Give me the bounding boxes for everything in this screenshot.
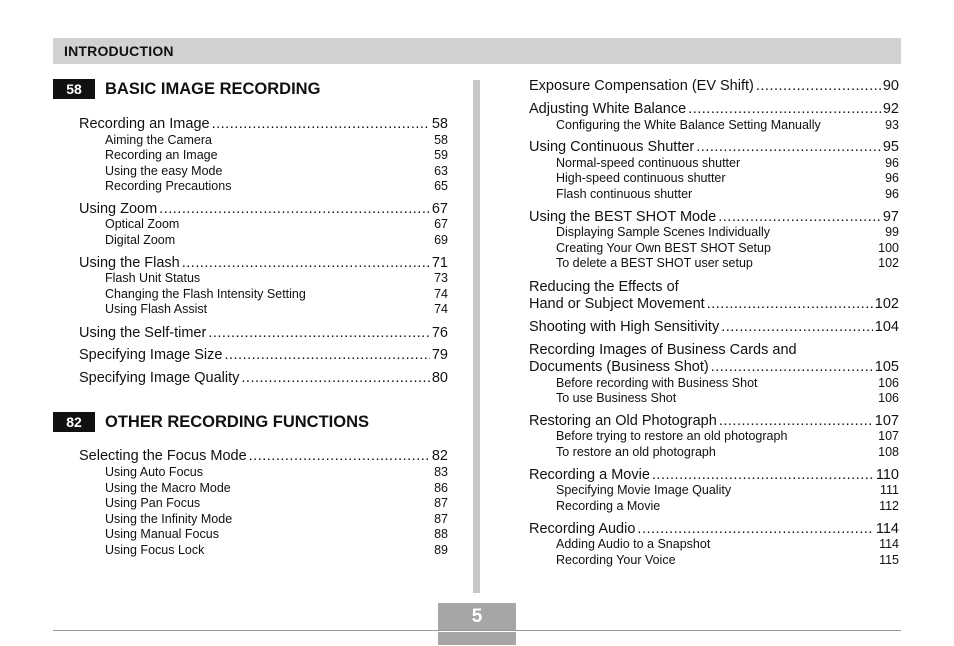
toc-subentry[interactable] xyxy=(105,287,448,302)
toc-page-number: 102 xyxy=(878,256,899,270)
toc-entry-title: Exposure Compensation (EV Shift) xyxy=(529,78,754,94)
toc-entry-title: Using the easy Mode xyxy=(105,164,223,178)
toc-page-number: 83 xyxy=(434,465,448,479)
toc-subentry[interactable] xyxy=(105,543,448,558)
toc-entry-title: Displaying Sample Scenes Individually xyxy=(556,225,771,239)
toc-page-number: 106 xyxy=(878,391,899,405)
toc-subentry[interactable] xyxy=(556,156,899,171)
toc-subentry[interactable] xyxy=(105,133,448,148)
dot-leader xyxy=(182,254,430,272)
toc-entry-title: Recording a Movie xyxy=(556,499,661,513)
toc-entry-title: Optical Zoom xyxy=(105,217,180,231)
toc-page-number: 93 xyxy=(885,118,899,132)
toc-page-number: 73 xyxy=(434,271,448,285)
toc-page-number: 58 xyxy=(434,133,448,147)
toc-entry-title: Using Flash Assist xyxy=(105,302,208,316)
toc-page-number: 111 xyxy=(879,483,899,497)
toc-page-number: 89 xyxy=(434,543,448,557)
toc-entry-title-line[interactable]: Recording Images of Business Cards and xyxy=(529,342,797,358)
dot-leader xyxy=(159,200,430,218)
toc-page-number: 107 xyxy=(878,429,899,443)
dot-leader xyxy=(652,466,874,484)
toc-page-number: 99 xyxy=(885,225,899,239)
toc-subentry[interactable] xyxy=(556,391,899,406)
toc-entry[interactable] xyxy=(529,77,899,95)
toc-page-number: 67 xyxy=(431,201,448,217)
toc-page-number: 67 xyxy=(434,217,448,231)
toc-entry[interactable] xyxy=(529,138,899,156)
toc-subentry[interactable] xyxy=(556,429,899,444)
section-page-badge: 58 xyxy=(53,79,95,99)
toc-entry-title: Recording Audio xyxy=(529,521,636,537)
toc-subentry[interactable] xyxy=(105,302,448,317)
dot-leader xyxy=(696,138,881,156)
toc-subentry[interactable] xyxy=(105,179,448,194)
toc-entry[interactable] xyxy=(79,200,448,218)
toc-entry-title: Recording an Image xyxy=(79,116,210,132)
toc-entry-title: Configuring the White Balance Setting Manually xyxy=(556,118,821,132)
toc-page-number: 96 xyxy=(885,171,899,185)
toc-subentry[interactable] xyxy=(105,527,448,542)
toc-subentry[interactable] xyxy=(556,445,899,460)
toc-subentry[interactable] xyxy=(556,241,899,256)
toc-entry-title: Using the Infinity Mode xyxy=(105,512,233,526)
toc-entry[interactable] xyxy=(79,254,448,272)
toc-subentry[interactable] xyxy=(556,376,899,391)
toc-entry-title: Specifying Image Size xyxy=(79,347,223,363)
toc-page-number: 97 xyxy=(882,209,899,225)
toc-page-number: 108 xyxy=(878,445,899,459)
dot-leader xyxy=(719,412,873,430)
toc-page-number: 87 xyxy=(434,496,448,510)
toc-entry-title: Documents (Business Shot) xyxy=(529,359,709,375)
dot-leader xyxy=(721,318,873,336)
toc-entry-title: Using the Self-timer xyxy=(79,325,207,341)
dot-leader xyxy=(718,208,881,226)
toc-entry-title: Hand or Subject Movement xyxy=(529,296,705,312)
toc-entry-title: Recording a Movie xyxy=(529,467,650,483)
toc-page-number: 71 xyxy=(431,255,448,271)
toc-page-number: 86 xyxy=(434,481,448,495)
toc-entry[interactable] xyxy=(79,447,448,465)
toc-page-number: 96 xyxy=(885,156,899,170)
page-number-box xyxy=(438,603,516,645)
dot-leader xyxy=(212,115,430,133)
dot-leader xyxy=(688,100,881,118)
toc-subentry[interactable] xyxy=(556,256,899,271)
dot-leader xyxy=(224,346,429,364)
toc-subentry[interactable] xyxy=(105,271,448,286)
toc-entry[interactable] xyxy=(529,412,899,430)
toc-entry[interactable] xyxy=(79,369,448,387)
header-bar xyxy=(53,38,901,64)
toc-page-number: 96 xyxy=(885,187,899,201)
toc-page-number: 88 xyxy=(434,527,448,541)
toc-subentry[interactable] xyxy=(105,164,448,179)
toc-subentry[interactable] xyxy=(556,171,899,186)
toc-page-number: 58 xyxy=(431,116,448,132)
toc-entry-title: Flash Unit Status xyxy=(105,271,201,285)
toc-subentry[interactable] xyxy=(556,225,899,240)
toc-page-number: 76 xyxy=(431,325,448,341)
toc-page-number: 65 xyxy=(434,179,448,193)
dot-leader xyxy=(707,295,873,313)
toc-subentry[interactable] xyxy=(556,483,899,498)
toc-entry-title: Flash continuous shutter xyxy=(556,187,693,201)
toc-entry-title: To use Business Shot xyxy=(556,391,677,405)
column-divider xyxy=(473,80,480,593)
toc-page-number: 95 xyxy=(882,139,899,155)
toc-page-number: 90 xyxy=(882,78,899,94)
section-title: BASIC IMAGE RECORDING xyxy=(105,80,321,98)
toc-entry-title: Adding Audio to a Snapshot xyxy=(556,537,711,551)
toc-page-number: 115 xyxy=(879,553,899,567)
toc-entry-title: Aiming the Camera xyxy=(105,133,212,147)
section-title: OTHER RECORDING FUNCTIONS xyxy=(105,413,369,431)
toc-entry[interactable] xyxy=(529,466,899,484)
toc-entry-title: Normal-speed continuous shutter xyxy=(556,156,741,170)
page-number: 5 xyxy=(438,603,516,630)
toc-entry[interactable] xyxy=(529,520,899,538)
page-number-tab xyxy=(438,632,516,645)
toc-subentry[interactable] xyxy=(105,148,448,163)
toc-subentry[interactable] xyxy=(556,553,899,568)
dot-leader xyxy=(756,77,881,95)
toc-entry-title: Restoring an Old Photograph xyxy=(529,413,717,429)
toc-subentry[interactable] xyxy=(105,512,448,527)
toc-entry-title: Before recording with Business Shot xyxy=(556,376,758,390)
toc-page-number: 114 xyxy=(875,521,899,537)
toc-subentry[interactable] xyxy=(105,496,448,511)
toc-subentry[interactable] xyxy=(556,187,899,202)
section-page-badge: 82 xyxy=(53,412,95,432)
header-title: INTRODUCTION xyxy=(64,43,174,59)
toc-entry-title: Recording an Image xyxy=(105,148,218,162)
toc-entry-title: High-speed continuous shutter xyxy=(556,171,726,185)
toc-entry-title: Using Manual Focus xyxy=(105,527,219,541)
toc-page-number: 87 xyxy=(434,512,448,526)
toc-entry-title: Selecting the Focus Mode xyxy=(79,448,247,464)
toc-entry-title: Using the BEST SHOT Mode xyxy=(529,209,717,225)
toc-page-number: 105 xyxy=(874,359,899,375)
toc-page-number: 100 xyxy=(878,241,899,255)
toc-page-number: 63 xyxy=(434,164,448,178)
toc-page-number: 80 xyxy=(431,370,448,386)
toc-entry[interactable] xyxy=(79,346,448,364)
toc-page-number: 82 xyxy=(431,448,448,464)
toc-subentry[interactable] xyxy=(105,217,448,232)
toc-entry-title: Using Auto Focus xyxy=(105,465,203,479)
toc-entry-title: Specifying Image Quality xyxy=(79,370,240,386)
toc-entry-title: To delete a BEST SHOT user setup xyxy=(556,256,753,270)
toc-entry-title: To restore an old photograph xyxy=(556,445,716,459)
toc-page-number: 106 xyxy=(878,376,899,390)
toc-entry[interactable] xyxy=(529,100,899,118)
toc-page-number: 114 xyxy=(879,537,899,551)
toc-entry-title: Before trying to restore an old photograph xyxy=(556,429,788,443)
toc-entry-title: Recording Precautions xyxy=(105,179,232,193)
dot-leader xyxy=(637,520,873,538)
toc-entry[interactable] xyxy=(79,324,448,342)
toc-page-number: 74 xyxy=(434,302,448,316)
toc-page-number: 74 xyxy=(434,287,448,301)
dot-leader xyxy=(241,369,429,387)
toc-entry-title: Changing the Flash Intensity Setting xyxy=(105,287,306,301)
toc-entry-title: Creating Your Own BEST SHOT Setup xyxy=(556,241,771,255)
toc-subentry[interactable] xyxy=(105,481,448,496)
toc-page-number: 79 xyxy=(431,347,448,363)
toc-subentry[interactable] xyxy=(105,233,448,248)
dot-leader xyxy=(711,358,873,376)
toc-entry-title-line[interactable]: Reducing the Effects of xyxy=(529,279,679,295)
toc-entry-title: Shooting with High Sensitivity xyxy=(529,319,720,335)
toc-entry-title: Using Pan Focus xyxy=(105,496,201,510)
toc-entry[interactable] xyxy=(529,295,899,313)
toc-entry-title: Using Zoom xyxy=(79,201,158,217)
toc-entry[interactable] xyxy=(529,318,899,336)
toc-entry[interactable] xyxy=(529,208,899,226)
dot-leader xyxy=(249,447,430,465)
toc-entry-title: Specifying Movie Image Quality xyxy=(556,483,732,497)
toc-entry[interactable] xyxy=(529,358,899,376)
toc-page-number: 59 xyxy=(434,148,448,162)
toc-entry-title: Using Continuous Shutter xyxy=(529,139,695,155)
toc-entry-title: Using the Flash xyxy=(79,255,180,271)
toc-subentry[interactable] xyxy=(556,537,899,552)
toc-page-number: 69 xyxy=(434,233,448,247)
toc-entry[interactable] xyxy=(79,115,448,133)
toc-subentry[interactable] xyxy=(556,118,899,133)
toc-page-number: 112 xyxy=(879,499,899,513)
toc-subentry[interactable] xyxy=(556,499,899,514)
toc-entry-title: Adjusting White Balance xyxy=(529,101,687,117)
toc-page-number: 102 xyxy=(874,296,899,312)
toc-page-number: 104 xyxy=(874,319,899,335)
toc-page-number: 110 xyxy=(875,467,899,483)
toc-subentry[interactable] xyxy=(105,465,448,480)
toc-page-number: 92 xyxy=(882,101,899,117)
toc-entry-title: Digital Zoom xyxy=(105,233,176,247)
toc-page-number: 107 xyxy=(874,413,899,429)
toc-entry-title: Using Focus Lock xyxy=(105,543,205,557)
dot-leader xyxy=(208,324,430,342)
toc-entry-title: Using the Macro Mode xyxy=(105,481,231,495)
toc-entry-title: Recording Your Voice xyxy=(556,553,676,567)
